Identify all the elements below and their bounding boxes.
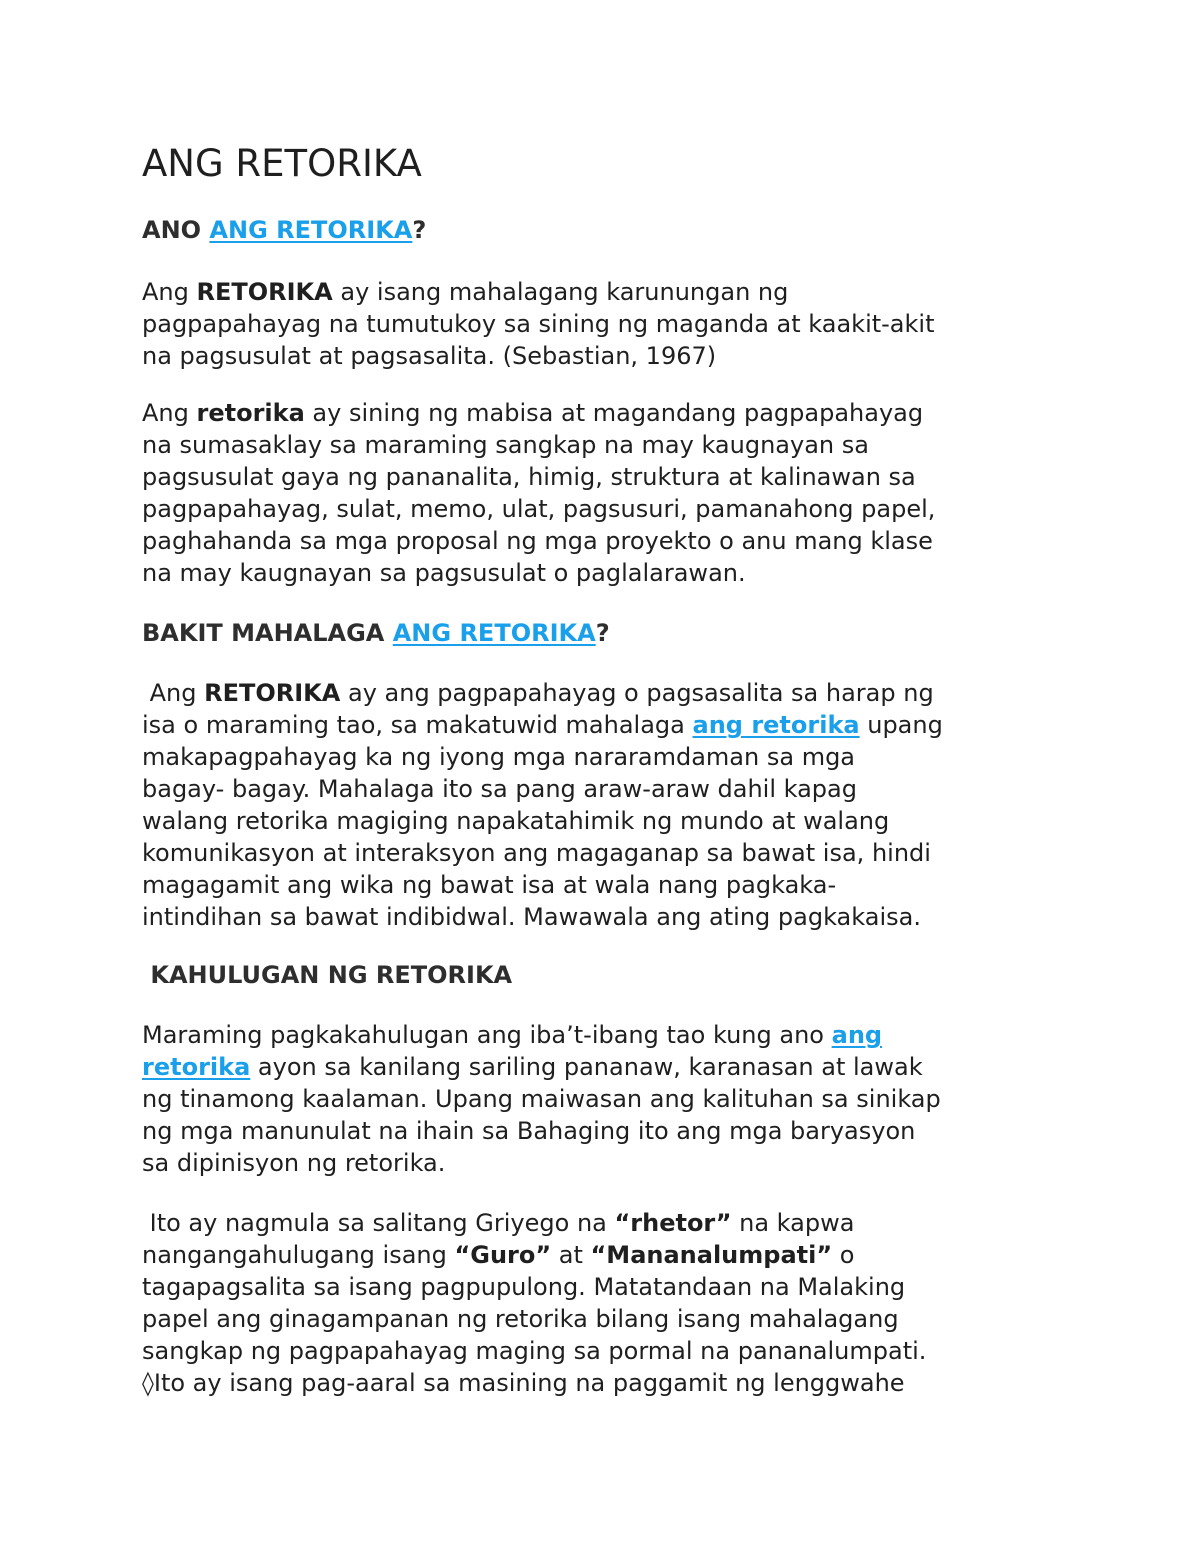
text: Maraming pagkakahulugan ang iba’t-ibang tao kung ano: [142, 1021, 832, 1049]
text: nangangahulugang isang: [142, 1241, 455, 1269]
bold-term: “rhetor”: [614, 1209, 732, 1237]
text-line: magagamit ang wika ng bawat isa at wala nang pagkaka-: [142, 871, 837, 899]
text: ayon sa kanilang sariling pananaw, karanasan at lawak: [250, 1053, 923, 1081]
text: ay sining ng mabisa at magandang pagpapahayag: [304, 399, 924, 427]
text-line: intindihan sa bawat indibidwal. Mawawala ang ating pagkakaisa.: [142, 903, 921, 931]
text-line: tagapagsalita sa isang pagpupulong. Matatandaan na Malaking: [142, 1273, 906, 1301]
paragraph-meanings: [142, 1019, 1072, 1179]
text-line: na may kaugnayan sa pagsusulat o paglalarawan.: [142, 559, 746, 587]
text-line: papel ang ginagampanan ng retorika bilang isang mahalagang: [142, 1305, 899, 1333]
bold-term: “Guro”: [454, 1241, 552, 1269]
text: ay ang pagpapahayag o pagsasalita sa harap ng: [340, 679, 934, 707]
heading-punctuation: ?: [595, 619, 610, 647]
text: isa o maraming tao, sa makatuwid mahalaga: [142, 711, 693, 739]
link-ang-retorika[interactable]: ang: [831, 1021, 883, 1049]
link-ang-retorika[interactable]: ang retorika: [692, 711, 860, 739]
paragraph-origin: [142, 1207, 1072, 1399]
text-line: makapagpahayag ka ng iyong mga nararamdaman sa mga: [142, 743, 856, 771]
heading-punctuation: ?: [412, 216, 427, 244]
text-line: walang retorika magiging napakatahimik ng mundo at walang: [142, 807, 890, 835]
text: o: [832, 1241, 855, 1269]
text-line: komunikasyon at interaksyon ang magaganap sa bawat isa, hindi: [142, 839, 931, 867]
text-line: ng tinamong kaalaman. Upang maiwasan ang kalituhan sa sinikap: [142, 1085, 941, 1113]
text: Ito ay nagmula sa salitang Griyego na: [142, 1209, 615, 1237]
bold-term: RETORIKA: [196, 278, 333, 306]
document-title: ANG RETORIKA: [142, 142, 422, 185]
text-line: ◊Ito ay isang pag-aaral sa masining na paggamit ng lenggwahe: [142, 1369, 905, 1397]
text-line: pagpapahayag na tumutukoy sa sining ng maganda at kaakit-akit: [142, 310, 935, 338]
paragraph-importance: [142, 677, 1072, 933]
text: Ang: [142, 399, 197, 427]
heading-kahulugan: KAHULUGAN NG RETORIKA: [142, 961, 513, 989]
link-ang-retorika[interactable]: ANG RETORIKA: [392, 619, 596, 647]
heading-ano-ang-retorika: [142, 214, 426, 246]
heading-text: ANO: [142, 216, 210, 244]
text: Ang: [142, 679, 205, 707]
text-line: na sumasaklay sa maraming sangkap na may kaugnayan sa: [142, 431, 869, 459]
bold-term: “Mananalumpati”: [590, 1241, 833, 1269]
heading-bakit-mahalaga: [142, 617, 610, 649]
text-line: sa dipinisyon ng retorika.: [142, 1149, 446, 1177]
text: ay isang mahalagang karunungan ng: [332, 278, 789, 306]
text-line: na pagsusulat at pagsasalita. (Sebastian, 1967): [142, 342, 717, 370]
text: at: [551, 1241, 591, 1269]
link-retorika[interactable]: retorika: [142, 1053, 251, 1081]
bold-term: RETORIKA: [204, 679, 341, 707]
text-line: ng mga manunulat na ihain sa Bahaging ito ang mga baryasyon: [142, 1117, 916, 1145]
paragraph-definition-1: [142, 276, 1072, 372]
text-line: pagsusulat gaya ng pananalita, himig, struktura at kalinawan sa: [142, 463, 916, 491]
link-ang-retorika[interactable]: ANG RETORIKA: [209, 216, 413, 244]
text-line: bagay- bagay. Mahalaga ito sa pang araw-araw dahil kapag: [142, 775, 857, 803]
text-line: sangkap ng pagpapahayag maging sa pormal na pananalumpati.: [142, 1337, 927, 1365]
paragraph-definition-2: [142, 397, 1072, 589]
heading-text: BAKIT MAHALAGA: [142, 619, 393, 647]
text-line: paghahanda sa mga proposal ng mga proyekto o anu mang klase: [142, 527, 933, 555]
text-line: pagpapahayag, sulat, memo, ulat, pagsusuri, pamanahong papel,: [142, 495, 936, 523]
text: Ang: [142, 278, 197, 306]
text: na kapwa: [731, 1209, 855, 1237]
bold-term: retorika: [196, 399, 305, 427]
text: upang: [859, 711, 943, 739]
